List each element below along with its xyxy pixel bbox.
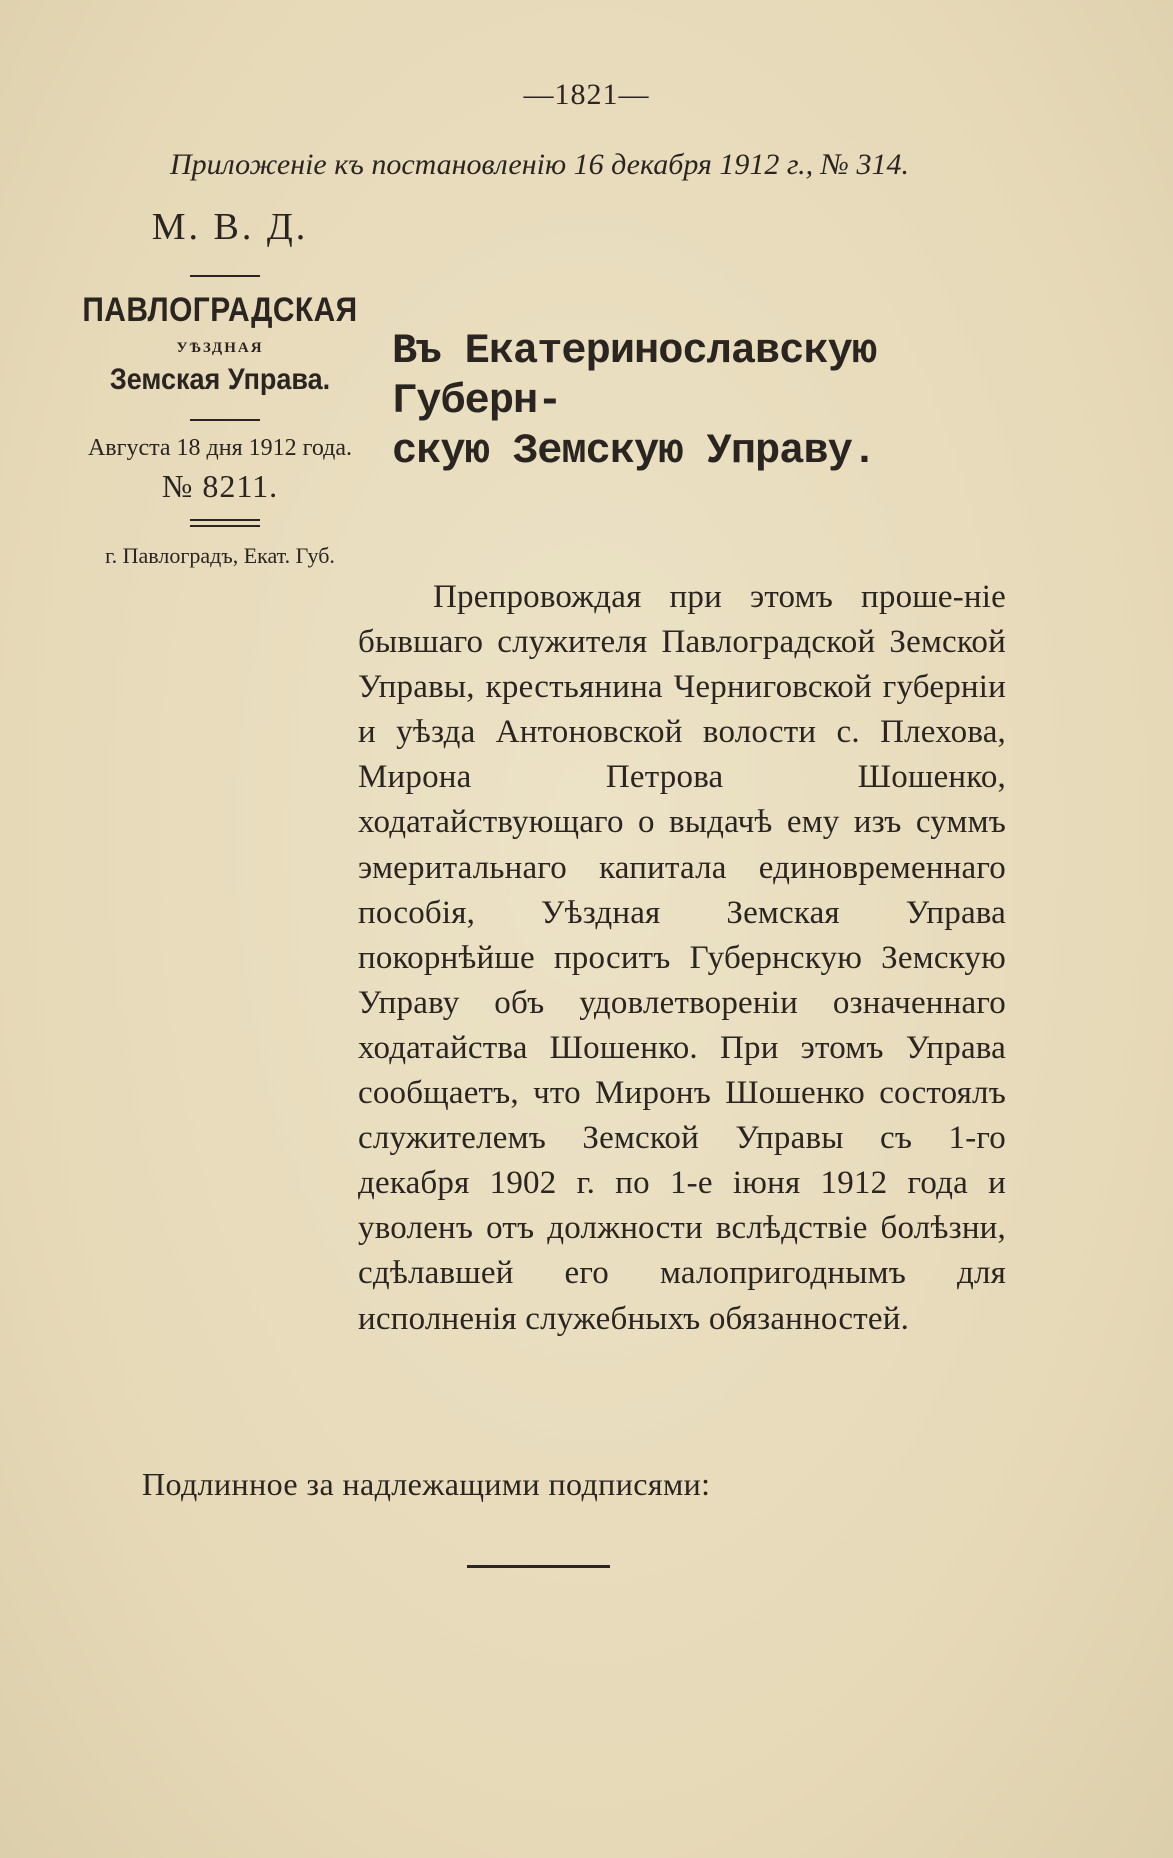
sender-block bbox=[60, 205, 380, 569]
addressee-line-1: Въ Екатеринославскую Губерн- bbox=[392, 327, 877, 425]
addressee bbox=[392, 326, 1022, 476]
body-text: Препровождая при этомъ проше-нiе бывшаго служителя Павлоградской Земской Управы, крестьянина Черниговской губернiи и уѣзда Антоновской волости с. Плехова, Мирона Петрова Шошенко, ходатайствующаго о выдачѣ ему изъ суммъ эмеритальнаго капитала единовременнаго пособiя, Уѣздная Земская Управа покорнѣйше проситъ Губернскую Земскую Управу объ удовлетворенiи означеннаго ходатайства Шошенко. При этомъ Управа сообщаетъ, что Миронъ Шошенко состоялъ служителемъ Земской Управы съ 1-го декабря 1902 г. по 1-е iюня 1912 года и уволенъ отъ должности вслѣдствiе болѣзни, сдѣлавшей его малопригоднымъ для исполненiя служебныхъ обязанностей. bbox=[358, 579, 1006, 1337]
ministry-label: М. В. Д. bbox=[151, 206, 309, 248]
org-title: Земская Управа. bbox=[109, 363, 331, 396]
divider bbox=[190, 519, 260, 521]
letter-place: г. Павлоградъ, Екат. Губ. bbox=[105, 543, 335, 568]
divider bbox=[190, 275, 260, 277]
org-name: ПАВЛОГРАДСКАЯ bbox=[82, 291, 358, 329]
body-paragraph bbox=[358, 575, 1006, 1342]
letter-number: № 8211. bbox=[161, 468, 279, 504]
addressee-line-2: скую Земскую Управу. bbox=[392, 427, 877, 475]
letter-date: Августа 18 дня 1912 года. bbox=[87, 435, 353, 461]
closing-line: Подлинное за надлежащими подписями: bbox=[142, 1466, 711, 1502]
org-type: УѢЗДНАЯ bbox=[176, 340, 264, 356]
divider bbox=[190, 419, 260, 421]
page-number: —1821— bbox=[523, 78, 650, 111]
appendix-heading: Приложенiе къ постановленiю 16 декабря 1912 г., № 314. bbox=[170, 148, 909, 181]
divider bbox=[190, 525, 260, 527]
end-divider bbox=[467, 1565, 610, 1568]
